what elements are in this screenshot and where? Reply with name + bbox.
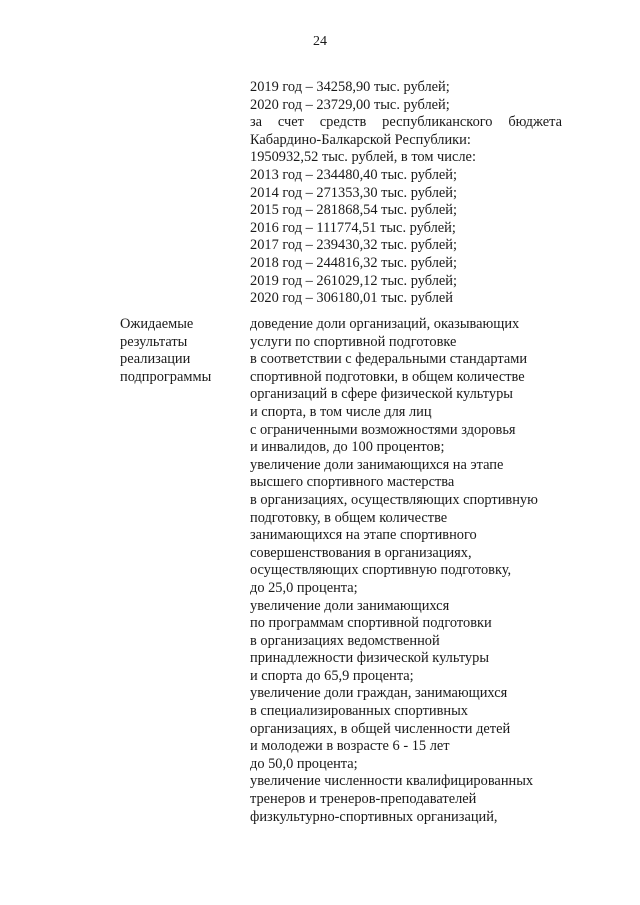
funding-line: 2014 год – 271353,30 тыс. рублей;: [250, 184, 457, 201]
results-line: в организациях, осуществляющих спортивную: [250, 491, 538, 508]
results-line: с ограниченными возможностями здоровья: [250, 421, 516, 438]
results-line: до 25,0 процента;: [250, 579, 358, 596]
results-line: доведение доли организаций, оказывающих: [250, 316, 520, 332]
results-line: и инвалидов, до 100 процентов;: [250, 439, 445, 456]
results-line: организациях, в общей численности детей: [250, 720, 511, 737]
results-line: тренеров и тренеров-преподавателей: [250, 791, 477, 808]
results-line: организаций в сфере физической культуры: [250, 386, 513, 403]
funding-line: Кабардино-Балкарской Республики:: [250, 131, 471, 148]
expected-results-label: [120, 316, 245, 386]
results-line: в соответствии с федеральными стандартами: [250, 351, 528, 368]
results-line: увеличение численности квалифицированных: [250, 773, 534, 790]
results-line: увеличение доли граждан, занимающихся: [250, 685, 508, 702]
results-line: увеличение доли занимающихся: [250, 597, 450, 614]
results-line: в организациях ведомственной: [250, 632, 440, 649]
results-line: услуги по спортивной подготовке: [250, 333, 457, 350]
results-line: физкультурно-спортивных организаций,: [250, 808, 498, 825]
funding-line: 2013 год – 234480,40 тыс. рублей;: [250, 166, 457, 183]
label-line: Ожидаемые: [120, 316, 194, 332]
results-line: принадлежности физической культуры: [250, 650, 489, 667]
results-line: и спорта до 65,9 процента;: [250, 667, 414, 684]
results-line: до 50,0 процента;: [250, 755, 358, 772]
results-line: и спорта, в том числе для лиц: [250, 403, 432, 420]
label-line: подпрограммы: [120, 368, 212, 385]
label-line: реализации: [120, 351, 191, 368]
funding-line: 2016 год – 111774,51 тыс. рублей;: [250, 219, 456, 236]
results-line: в специализированных спортивных: [250, 703, 468, 720]
results-line: занимающихся на этапе спортивного: [250, 527, 477, 544]
results-line: по программам спортивной подготовки: [250, 615, 492, 632]
funding-line: 1950932,52 тыс. рублей, в том числе:: [250, 149, 476, 166]
funding-line: 2017 год – 239430,32 тыс. рублей;: [250, 237, 457, 254]
results-line: совершенствования в организациях,: [250, 544, 472, 561]
results-line: осуществляющих спортивную подготовку,: [250, 562, 512, 579]
funding-line: 2019 год – 261029,12 тыс. рублей;: [250, 272, 457, 289]
label-line: результаты: [120, 333, 188, 350]
funding-line: 2020 год – 306180,01 тыс. рублей: [250, 290, 453, 307]
funding-line: за счет средств республиканского бюджета: [250, 114, 562, 131]
expected-results-text: [250, 316, 580, 826]
results-line: и молодежи в возрасте 6 - 15 лет: [250, 738, 450, 755]
funding-line: 2020 год – 23729,00 тыс. рублей;: [250, 96, 450, 113]
funding-line: 2019 год – 34258,90 тыс. рублей;: [250, 79, 450, 95]
funding-line: 2015 год – 281868,54 тыс. рублей;: [250, 202, 457, 219]
results-line: подготовку, в общем количестве: [250, 509, 448, 526]
funding-line: 2018 год – 244816,32 тыс. рублей;: [250, 254, 457, 271]
results-line: высшего спортивного мастерства: [250, 474, 455, 491]
results-line: спортивной подготовки, в общем количестве: [250, 368, 525, 385]
funding-text-block: [250, 79, 562, 308]
page-number: 24: [313, 34, 327, 49]
results-line: увеличение доли занимающихся на этапе: [250, 456, 504, 473]
